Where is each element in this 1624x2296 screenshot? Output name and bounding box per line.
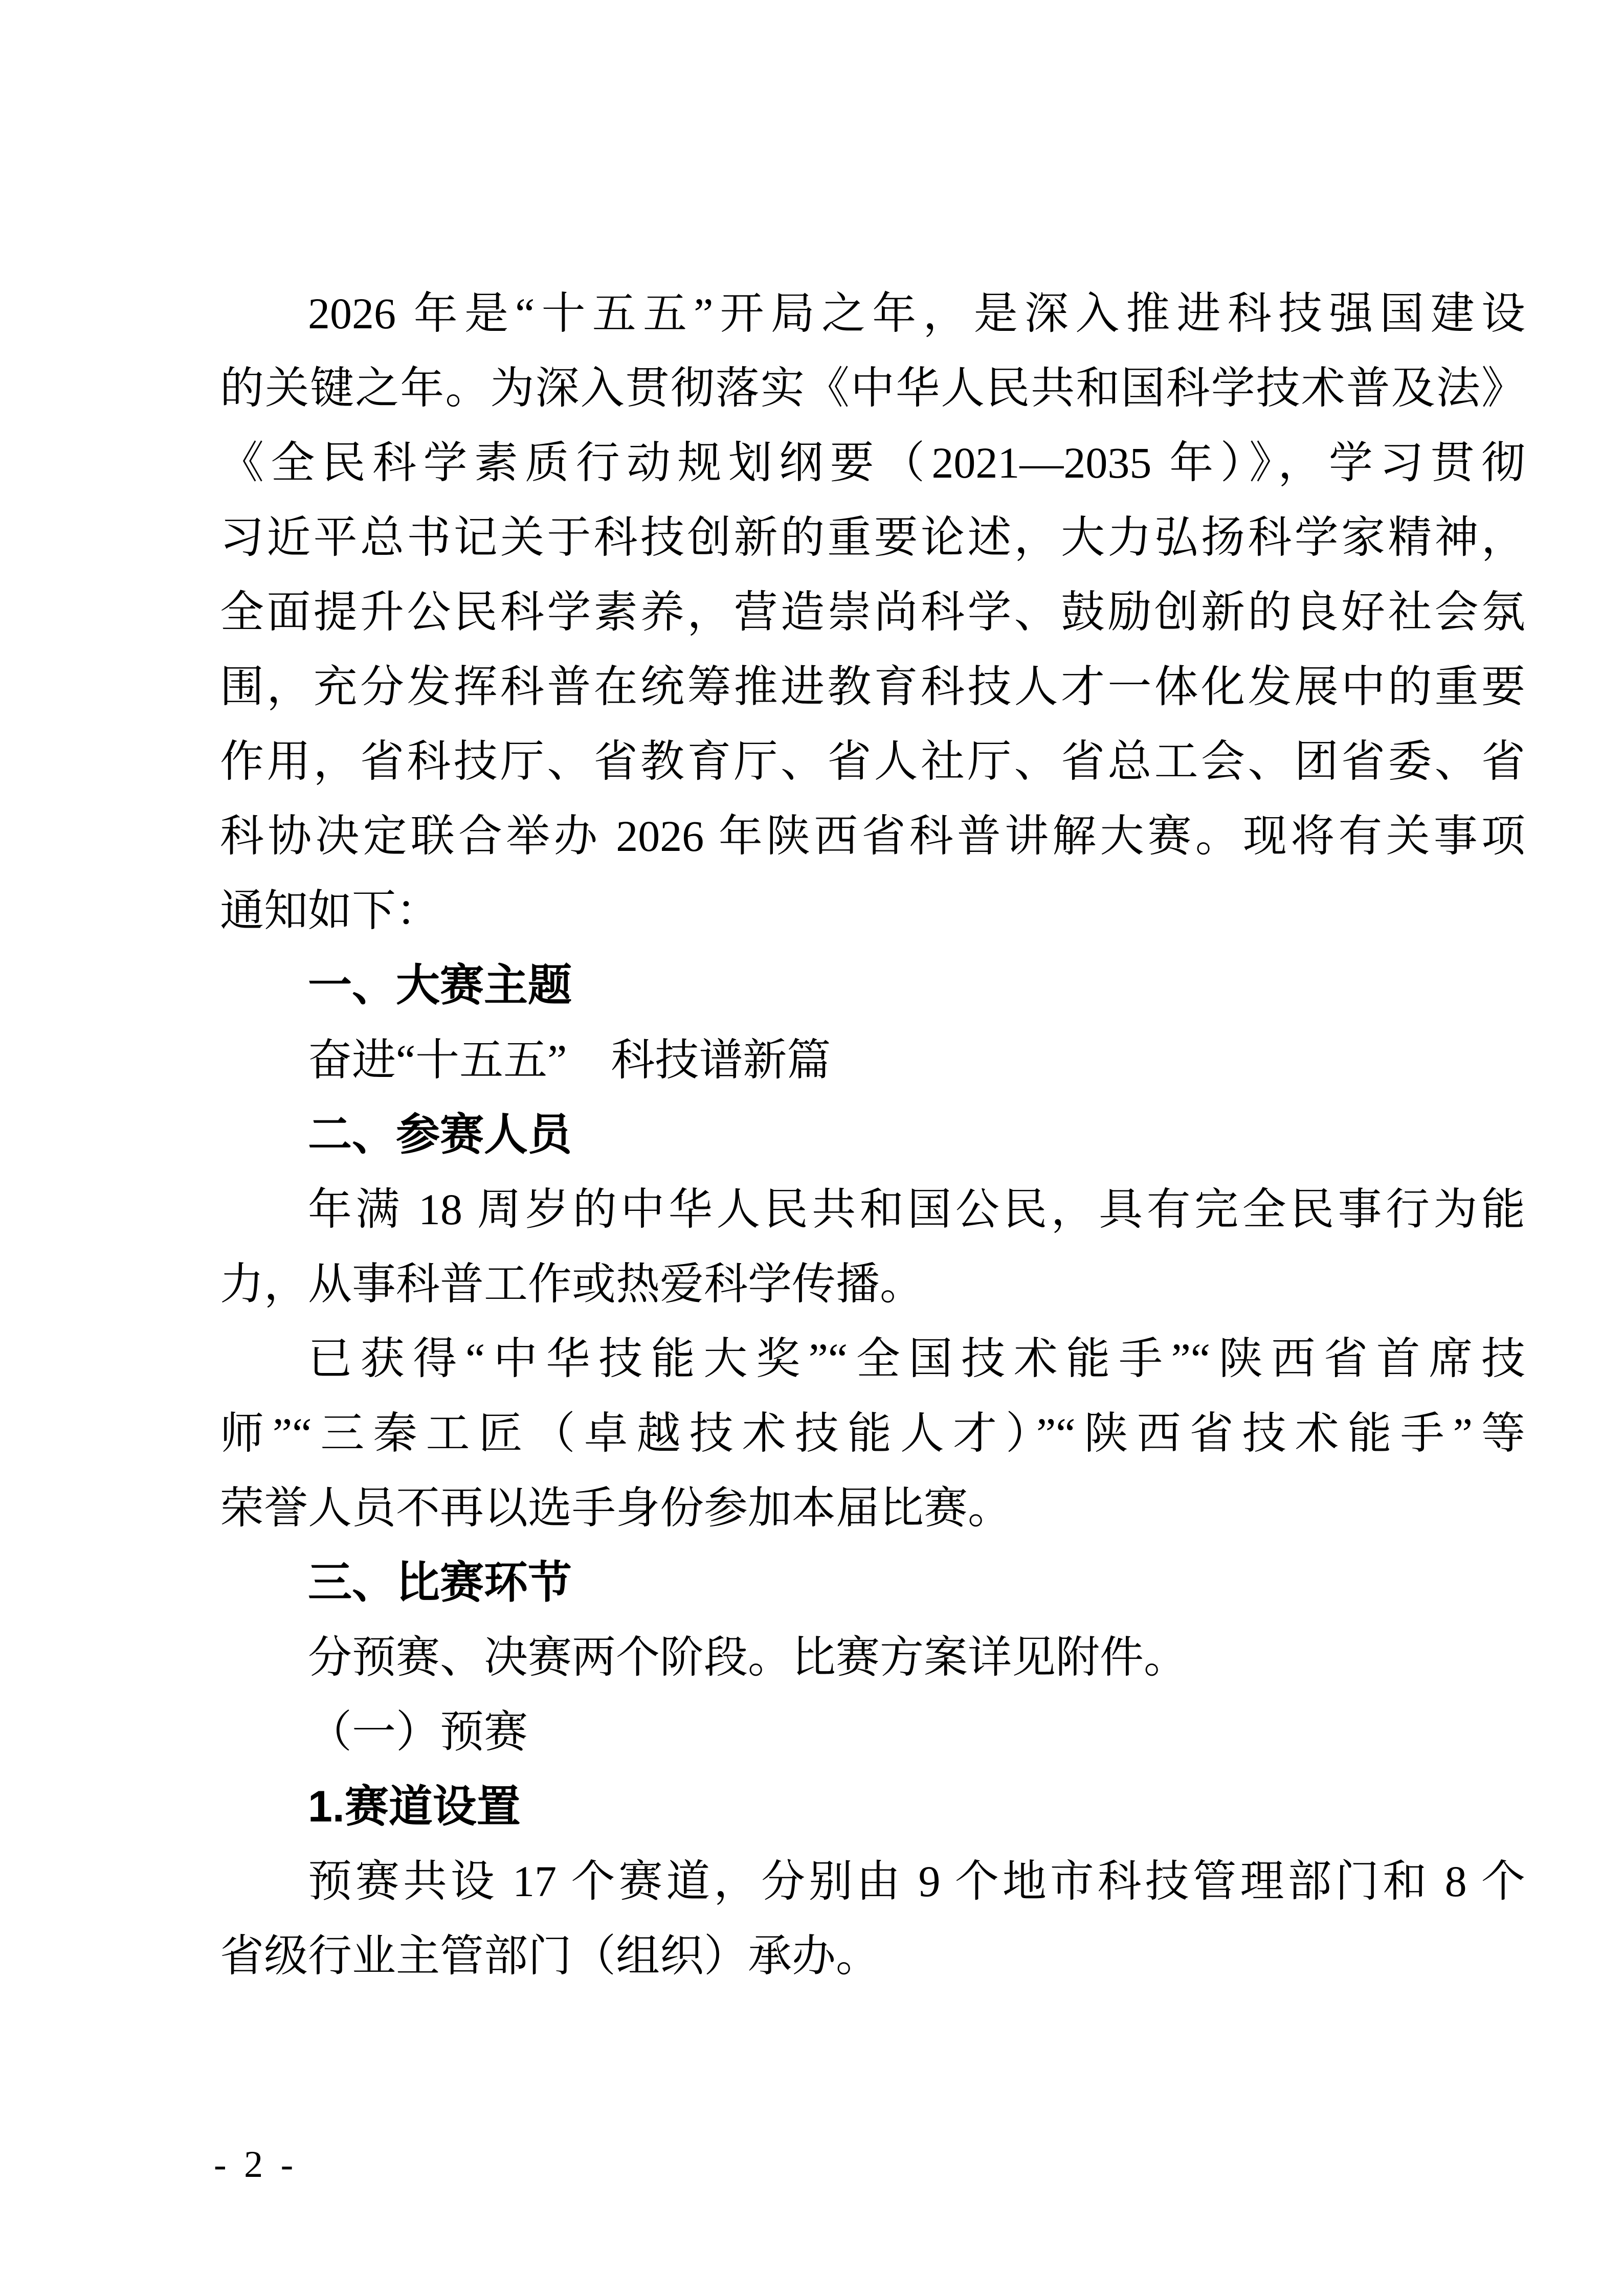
body-text-line: 省级行业主管部门（组织）承办。: [220, 1931, 880, 1980]
body-text-line: 年满 18 周岁的中华人民共和国公民，具有完全民事行为能: [308, 1185, 1525, 1234]
body-text-line: 作用，省科技厅、省教育厅、省人社厅、省总工会、团省委、省: [220, 737, 1525, 786]
body-text-line: 习近平总书记关于科技创新的重要论述，大力弘扬科学家精神，: [220, 513, 1525, 562]
body-text-line: 力，从事科普工作或热爱科学传播。: [220, 1259, 924, 1309]
section-heading: 一、大赛主题: [308, 961, 572, 1010]
body-text-line: 预赛共设 17 个赛道，分别由 9 个地市科技管理部门和 8 个: [308, 1857, 1525, 1906]
body-text-line: 《全民科学素质行动规划纲要（2021—2035 年）》，学习贯彻: [220, 438, 1525, 487]
section-heading: 二、参赛人员: [308, 1110, 572, 1159]
document-body: [220, 276, 1525, 1993]
sub-section-heading: （一）预赛: [308, 1707, 528, 1757]
body-text-line: 围，充分发挥科普在统筹推进教育科技人才一体化发展中的重要: [220, 662, 1525, 711]
body-text-line: 通知如下：: [220, 886, 440, 935]
body-text-line: 分预赛、决赛两个阶段。比赛方案详见附件。: [308, 1633, 1188, 1682]
body-text-line: 荣誉人员不再以选手身份参加本届比赛。: [220, 1483, 1012, 1533]
body-text-line: 全面提升公民科学素养，营造崇尚科学、鼓励创新的良好社会氛: [220, 588, 1525, 637]
body-text-line: 2026 年是“十五五”开局之年，是深入推进科技强国建设: [308, 289, 1525, 338]
body-text-line: 科协决定联合举办 2026 年陕西省科普讲解大赛。现将有关事项: [220, 812, 1525, 861]
body-text-line: 的关键之年。为深入贯彻落实《中华人民共和国科学技术普及法》: [220, 364, 1525, 413]
body-text-line: 已获得“中华技能大奖”“全国技术能手”“陕西省首席技: [308, 1334, 1525, 1383]
section-heading: 三、比赛环节: [308, 1558, 572, 1607]
page-number: - 2 -: [214, 2144, 298, 2186]
body-text-line: 师”“三秦工匠（卓越技术技能人才）”“陕西省技术能手”等: [220, 1409, 1525, 1458]
body-text-line: 奋进“十五五” 科技谱新篇: [308, 1036, 831, 1085]
section-heading: 1.赛道设置: [308, 1782, 521, 1831]
